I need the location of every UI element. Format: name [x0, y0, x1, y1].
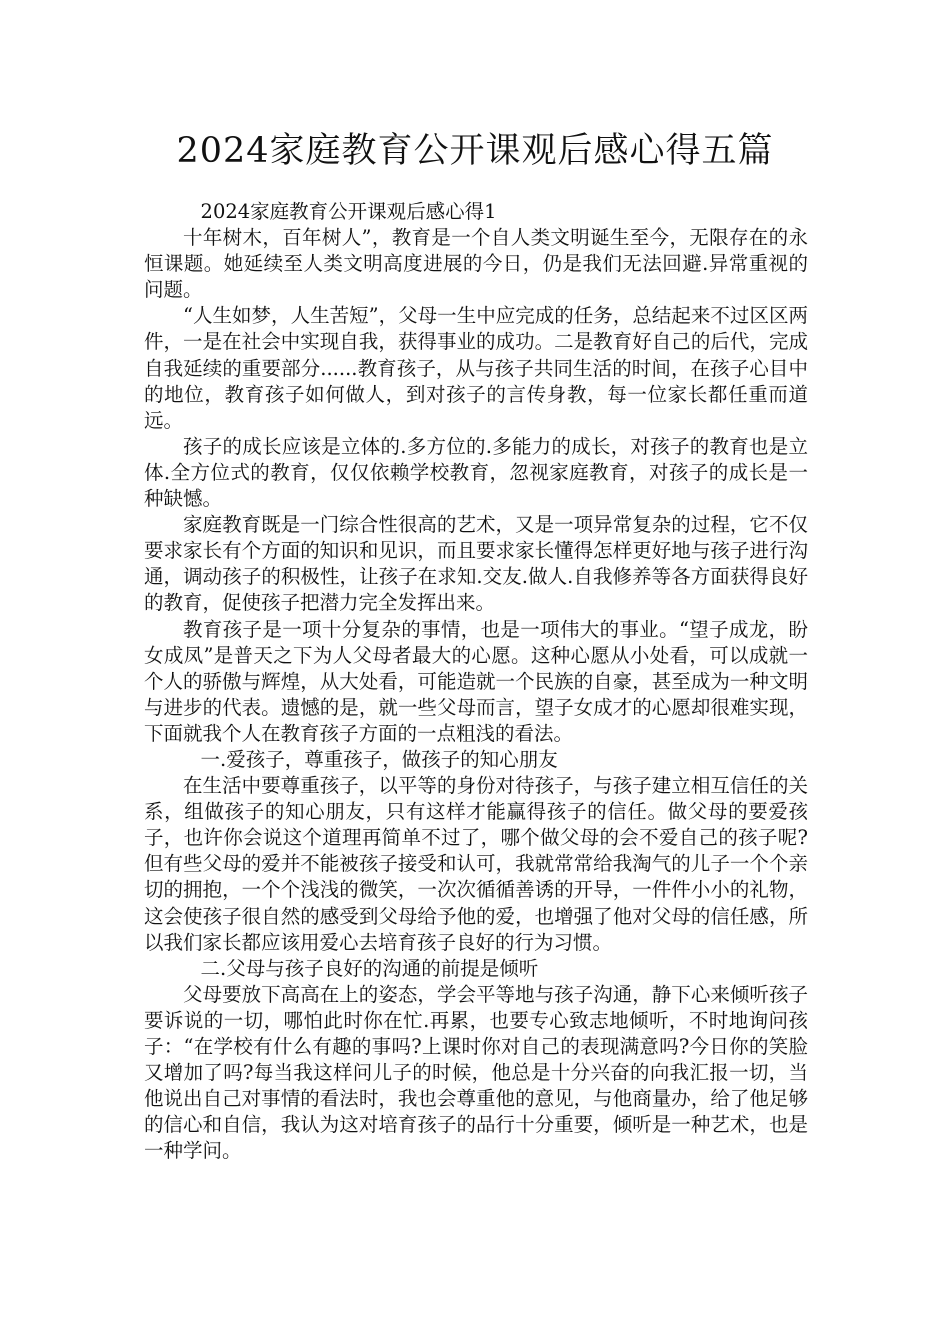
body-paragraph-2: “人生如梦，人生苦短”，父母一生中应完成的任务，总结起来不过区区两件，一是在社会中实现自我，获得事业的成功。二是教育好自己的后代，完成自我延续的重要部分......教育孩子，从与孩子共同生活的时间，在孩子心目中的地位，教育孩子如何做人，到对孩子的言传身教，每一位家长都任重而道远。 [144, 304, 808, 432]
section-subtitle: 2024家庭教育公开课观后感心得1 [200, 200, 497, 223]
section-heading-2: 二.父母与孩子良好的沟通的前提是倾听 [200, 956, 539, 980]
body-paragraph-6: 在生活中要尊重孩子，以平等的身份对待孩子，与孩子建立相互信任的关系，组做孩子的知心朋友，只有这样才能赢得孩子的信任。做父母的要爱孩子，也许你会说这个道理再简单不过了，哪个做父母的会不爱自己的孩子呢?但有些父母的爱并不能被孩子接受和认可，我就常常给我淘气的儿子一个个亲切的拥抱，一个个浅浅的微笑，一次次循循善诱的开导，一件件小小的礼物，这会使孩子很自然的感受到父母给予他的爱，也增强了他对父母的信任感，所以我们家长都应该用爱心去培育孩子良好的行为习惯。 [144, 774, 808, 954]
document-title: 2024家庭教育公开课观后感心得五篇 [176, 131, 774, 171]
body-paragraph-4: 家庭教育既是一门综合性很高的艺术，又是一项异常复杂的过程，它不仅要求家长有个方面的知识和见识，而且要求家长懂得怎样更好地与孩子进行沟通，调动孩子的积极性，让孩子在求知.交友.做人.自我修养等各方面获得良好的教育，促使孩子把潜力完全发挥出来。 [144, 513, 808, 615]
document-body [144, 199, 808, 1164]
body-paragraph-7: 父母要放下高高在上的姿态，学会平等地与孩子沟通，静下心来倾听孩子要诉说的一切，哪怕此时你在忙.再累，也要专心致志地倾听，不时地询问孩子：“在学校有什么有趣的事吗?上课时你对自己的表现满意吗?今日你的笑脸又增加了吗?每当我这样问儿子的时候，他总是十分兴奋的向我汇报一切，当他说出自己对事情的看法时，我也会尊重他的意见，与他商量办，给了他足够的信心和自信，我认为这对培育孩子的品行十分重要，倾听是一种艺术，也是一种学问。 [144, 982, 808, 1163]
section-heading-1: 一.爱孩子，尊重孩子，做孩子的知心朋友 [200, 747, 558, 771]
body-paragraph-3: 孩子的成长应该是立体的.多方位的.多能力的成长，对孩子的教育也是立体.全方位式的教育，仅仅依赖学校教育，忽视家庭教育，对孩子的成长是一种缺憾。 [144, 434, 808, 511]
body-paragraph-5: 教育孩子是一项十分复杂的事情，也是一项伟大的事业。“望子成龙，盼女成凤”是普天之下为人父母者最大的心愿。这种心愿从小处看，可以成就一个人的骄傲与辉煌，从大处看，可能造就一个民族的自豪，甚至成为一种文明与进步的代表。遗憾的是，就一些父母而言，望子女成才的心愿却很难实现，下面就我个人在教育孩子方面的一点粗浅的看法。 [144, 617, 808, 745]
body-paragraph-1: 十年树木，百年树人”，教育是一个自人类文明诞生至今，无限存在的永恒课题。她延续至人类文明高度进展的今日，仍是我们无法回避.异常重视的问题。 [144, 226, 808, 302]
